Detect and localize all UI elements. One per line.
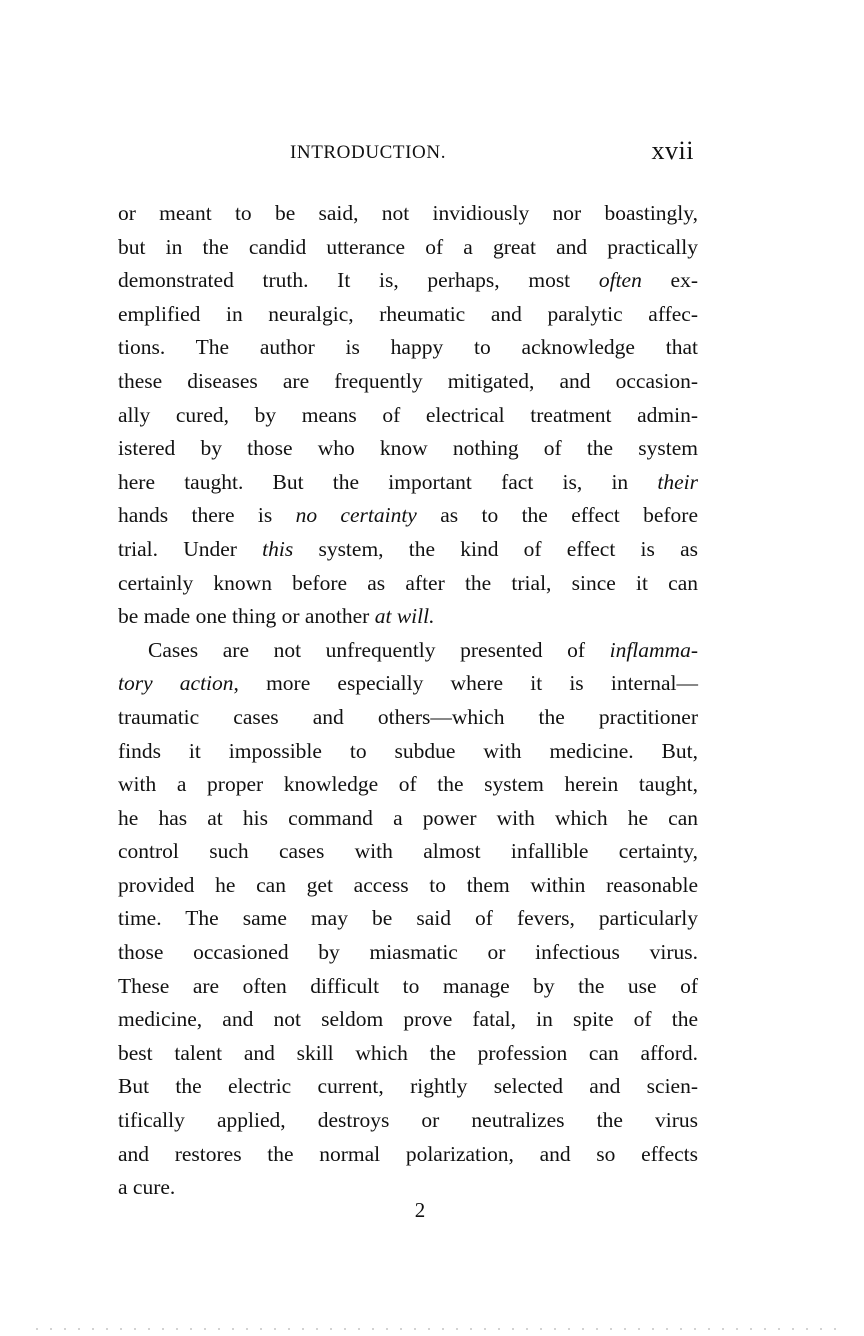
italic-emphasis: this (262, 536, 294, 561)
italic-emphasis: at will. (374, 604, 435, 629)
text-line: Cases are not unfrequently presented of inflamma- (148, 637, 698, 662)
text-line: those occasioned by miasmatic or infectious virus. (118, 940, 698, 965)
running-head (118, 136, 696, 170)
text-line: finds it impossible to subdue with medicine. But, (118, 738, 698, 763)
text-line: ally cured, by means of electrical treatment admin- (118, 402, 698, 427)
text-line: certainly known before as after the trial, since it can (118, 570, 698, 595)
text-line: best talent and skill which the profession can afford. (118, 1040, 698, 1065)
text-line: he has at his command a power with which he can (118, 805, 698, 830)
text-line: a cure. (118, 1175, 176, 1200)
text-line: But the electric current, rightly selected and scien- (118, 1074, 698, 1099)
text-line: with a proper knowledge of the system herein taught, (118, 772, 698, 797)
text-line: here taught. But the important fact is, in their (118, 469, 698, 494)
text-line: or meant to be said, not invidiously nor boastingly, (118, 201, 698, 225)
text-line: be made one thing or another at will. (118, 604, 435, 629)
text-line: and restores the normal polarization, and so effects (118, 1141, 698, 1166)
text-line: tifically applied, destroys or neutralizes the virus (118, 1108, 698, 1133)
text-line: trial. Under this system, the kind of effect is as (118, 536, 698, 561)
italic-emphasis: inflamma- (609, 637, 698, 662)
text-line: traumatic cases and others—which the practitioner (118, 704, 698, 729)
text-line: demonstrated truth. It is, perhaps, most often ex- (118, 268, 699, 293)
text-line: medicine, and not seldom prove fatal, in spite of the (118, 1007, 698, 1032)
scan-specks (30, 1328, 840, 1330)
text-line: tory action, more especially where it is internal— (118, 671, 699, 696)
running-title: INTRODUCTION. (289, 142, 447, 163)
italic-emphasis: tory action (118, 671, 234, 696)
text-line: hands there is no certainty as to the effect before (118, 503, 698, 528)
text-line: istered by those who know nothing of the system (118, 436, 698, 461)
text-line: provided he can get access to them within reasonable (118, 872, 698, 897)
text-line: These are often difficult to manage by the use of (118, 973, 698, 998)
signature-mark: 2 (414, 1198, 426, 1222)
body-text (118, 197, 698, 1205)
italic-emphasis: often (598, 268, 642, 293)
text-line: these diseases are frequently mitigated, and occasion- (118, 368, 698, 393)
text-line: control such cases with almost infallible certainty, (118, 839, 698, 864)
text-line: but in the candid utterance of a great and practically (118, 234, 698, 259)
italic-emphasis: their (657, 469, 698, 494)
text-line: time. The same may be said of fevers, particularly (118, 906, 698, 931)
text-line: tions. The author is happy to acknowledge that (118, 335, 698, 360)
italic-emphasis: no certainty (295, 503, 417, 528)
text-line: emplified in neuralgic, rheumatic and paralytic affec- (118, 301, 698, 326)
page-number: xvii (651, 136, 694, 165)
